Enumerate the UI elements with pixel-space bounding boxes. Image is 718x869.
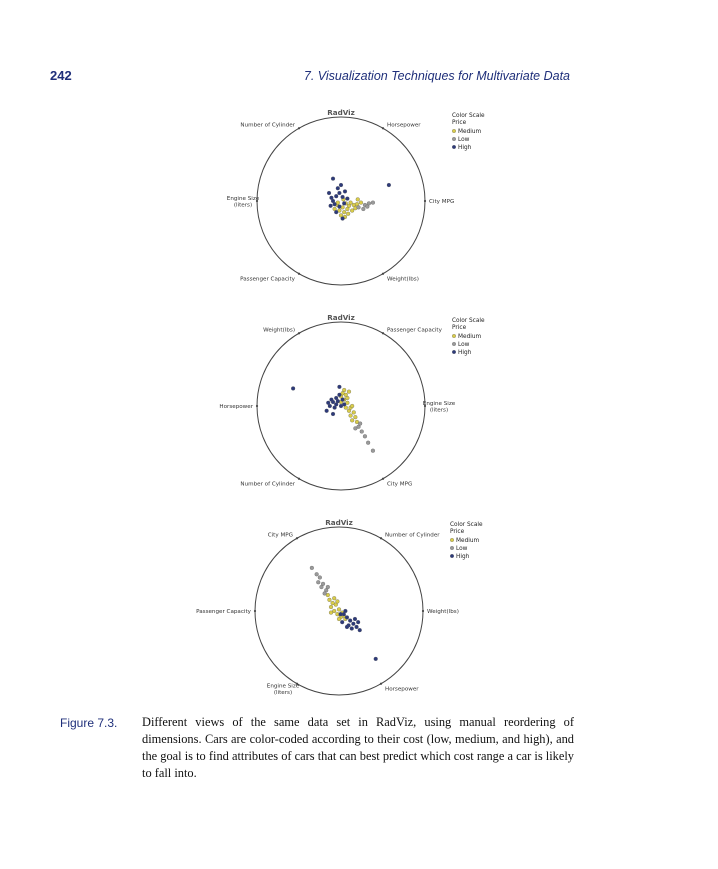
data-point-low (318, 576, 322, 580)
anchor-label: Horsepower (219, 404, 253, 410)
legend-swatch (452, 334, 456, 338)
data-point-medium (336, 600, 340, 604)
anchor-label: Passenger Capacity (196, 609, 251, 615)
anchor-point (298, 332, 300, 334)
data-point-high (334, 210, 338, 214)
data-point-medium (347, 390, 351, 394)
anchor-point (382, 478, 384, 480)
figure-caption-text: Different views of the same data set in RadViz, using manual reordering of dimensions. Cars are color-coded according to their cost (low, medium, and high), and the goal is to find attributes of cars that can best predict which cost range a car is likely to fall into. (142, 715, 574, 780)
anchor-label: Number of Cylinder (240, 481, 295, 488)
data-point-high (333, 202, 337, 206)
data-point-medium (337, 617, 341, 621)
anchor-point (422, 610, 424, 612)
data-point-high (331, 412, 335, 416)
legend-swatch (452, 137, 456, 141)
data-point-low (366, 441, 370, 445)
data-point-medium (332, 596, 336, 600)
data-point-medium (328, 598, 332, 602)
data-point-high (291, 387, 295, 391)
data-point-low (371, 449, 375, 453)
color-scale-legend (450, 522, 483, 560)
data-point-high (340, 620, 344, 624)
radviz-panel-2 (219, 313, 485, 490)
data-point-high (334, 403, 338, 407)
data-point-high (338, 393, 342, 397)
data-point-high (341, 217, 345, 221)
anchor-point (298, 478, 300, 480)
legend-title: Color Scale (450, 522, 483, 528)
legend-item: High (456, 554, 470, 560)
anchor-point (424, 200, 426, 202)
data-point-high (350, 627, 354, 631)
data-point-medium (350, 209, 354, 213)
anchor-point (382, 273, 384, 275)
data-point-medium (349, 201, 353, 205)
data-point-high (353, 617, 357, 621)
data-point-high (343, 609, 347, 613)
data-point-high (342, 201, 346, 205)
anchor-point (382, 332, 384, 334)
data-point-high (387, 183, 391, 187)
data-point-medium (329, 611, 333, 615)
legend-item: Medium (456, 538, 480, 544)
data-point-high (355, 625, 359, 629)
color-scale-legend (452, 113, 485, 151)
data-point-low (365, 205, 369, 209)
data-point-high (348, 619, 352, 623)
data-point-high (351, 622, 355, 626)
data-point-medium (329, 605, 333, 609)
data-point-medium (342, 210, 346, 214)
anchor-label: Passenger Capacity (240, 276, 295, 283)
anchor-point (256, 405, 258, 407)
data-point-medium (346, 212, 350, 216)
anchor-label: Engine Size (liters) (266, 683, 300, 697)
data-point-high (341, 195, 345, 199)
anchor-label: Engine Size (liters) (422, 401, 456, 414)
data-point-low (360, 430, 364, 434)
data-point-low (315, 572, 319, 576)
data-point-high (345, 197, 349, 201)
legend-title: Color Scale (452, 113, 485, 119)
legend-subtitle: Price (450, 529, 465, 535)
data-point-medium (353, 415, 357, 419)
data-point-medium (349, 414, 353, 418)
data-point-high (343, 190, 347, 194)
data-point-high (330, 196, 334, 200)
data-point-low (316, 580, 320, 584)
anchor-point (254, 610, 256, 612)
data-point-low (361, 207, 365, 211)
radviz-title: RadViz (327, 313, 355, 322)
data-point-low (357, 205, 361, 209)
radviz-panel-3 (196, 518, 483, 696)
anchor-label: City MPG (429, 199, 455, 205)
anchor-point (380, 683, 382, 685)
data-point-high (341, 398, 345, 402)
legend-item: High (458, 145, 472, 151)
data-point-high (374, 657, 378, 661)
anchor-label: Horsepower (387, 122, 421, 129)
running-header-title: 7. Visualization Techniques for Multivariate Data (303, 69, 570, 83)
data-point-medium (337, 608, 341, 612)
data-point-high (342, 403, 346, 407)
data-point-low (320, 585, 324, 589)
radviz-title: RadViz (325, 518, 353, 527)
data-point-high (329, 204, 333, 208)
data-point-medium (356, 198, 360, 202)
data-point-high (331, 177, 335, 181)
data-point-low (358, 422, 362, 426)
anchor-point (296, 537, 298, 539)
data-point-high (330, 398, 334, 402)
anchor-label: Number of Cylinder (240, 122, 295, 129)
data-point-medium (352, 410, 356, 414)
data-point-high (338, 205, 342, 209)
data-point-high (345, 625, 349, 629)
data-point-high (345, 615, 349, 619)
data-point-high (327, 191, 331, 195)
data-point-low (363, 434, 367, 438)
legend-subtitle: Price (452, 325, 467, 331)
legend-swatch (452, 350, 456, 354)
anchor-label: Number of Cylinder (385, 532, 440, 539)
data-point-medium (350, 418, 354, 422)
data-point-high (339, 612, 343, 616)
data-point-medium (345, 207, 349, 211)
anchor-label: Weight(lbs) (263, 327, 295, 334)
radviz-panel-1 (227, 108, 485, 285)
legend-item: Medium (458, 334, 482, 340)
legend-swatch (450, 538, 454, 542)
data-point-high (358, 628, 362, 632)
data-point-low (371, 201, 375, 205)
legend-swatch (452, 145, 456, 149)
radviz-circle (257, 117, 425, 285)
data-point-high (334, 194, 338, 198)
legend-subtitle: Price (452, 120, 467, 126)
data-point-low (310, 566, 314, 570)
legend-item: Low (458, 137, 470, 143)
anchor-point (298, 273, 300, 275)
anchor-label: City MPG (387, 481, 413, 488)
legend-swatch (452, 342, 456, 346)
anchor-point (298, 127, 300, 129)
anchor-label: Weight(lbs) (427, 609, 459, 615)
legend-item: High (458, 350, 472, 356)
anchor-label: Passenger Capacity (387, 327, 442, 334)
data-point-high (326, 401, 330, 405)
legend-swatch (452, 129, 456, 133)
legend-title: Color Scale (452, 318, 485, 324)
anchor-label: Weight(lbs) (387, 276, 419, 283)
data-point-high (336, 186, 340, 190)
anchor-point (382, 127, 384, 129)
data-point-low (323, 592, 327, 596)
data-point-medium (344, 393, 348, 397)
legend-item: Medium (458, 129, 482, 135)
data-point-medium (350, 404, 354, 408)
data-point-low (353, 426, 357, 430)
color-scale-legend (452, 318, 485, 356)
radviz-title: RadViz (327, 108, 355, 117)
data-point-medium (359, 201, 363, 205)
legend-swatch (450, 554, 454, 558)
figure-caption-label: Figure 7.3. (60, 716, 118, 730)
data-point-high (356, 620, 360, 624)
data-point-high (339, 183, 343, 187)
page-number: 242 (50, 68, 72, 83)
legend-swatch (450, 546, 454, 550)
legend-item: Low (458, 342, 470, 348)
data-point-high (338, 191, 342, 195)
legend-item: Low (456, 546, 468, 552)
anchor-point (380, 537, 382, 539)
anchor-label: Horsepower (385, 686, 419, 693)
anchor-label: City MPG (267, 532, 293, 539)
data-point-high (325, 409, 329, 413)
data-point-high (338, 385, 342, 389)
anchor-label: Engine Size (liters) (226, 196, 260, 209)
data-point-low (326, 585, 330, 589)
